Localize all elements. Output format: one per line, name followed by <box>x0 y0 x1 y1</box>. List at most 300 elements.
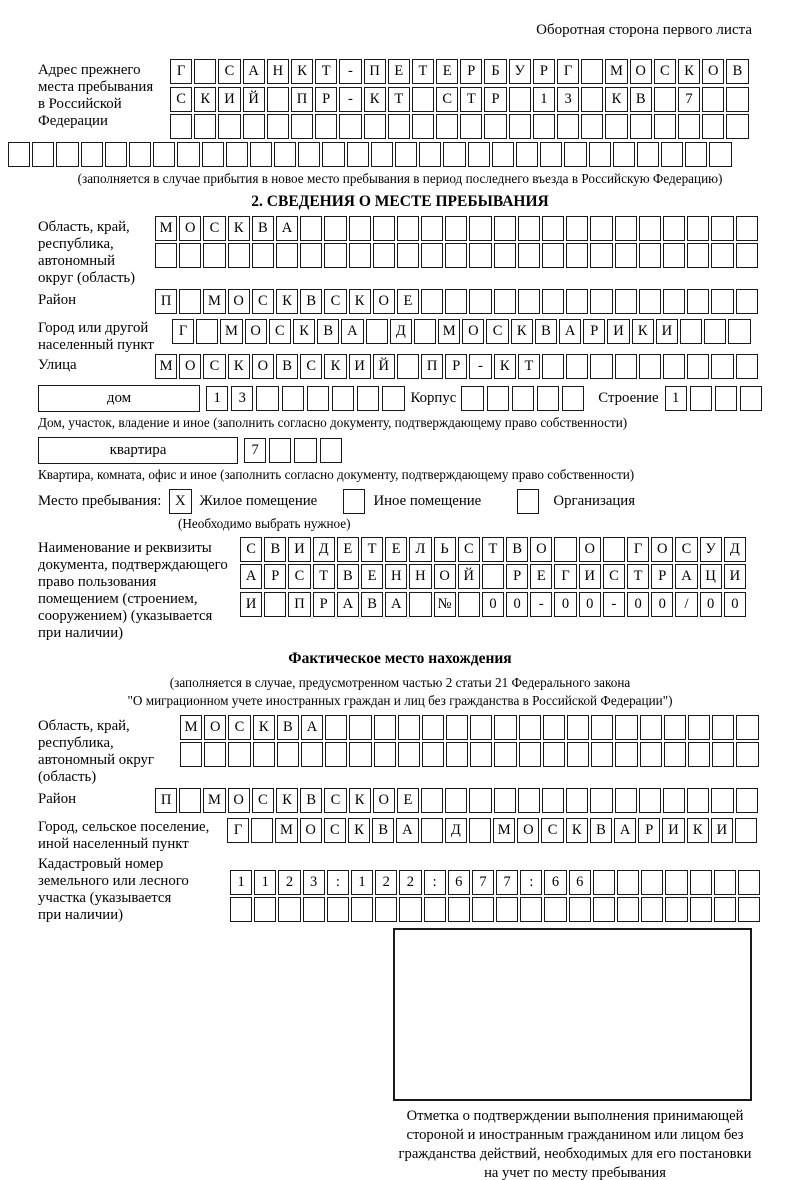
char-cell[interactable] <box>422 742 444 767</box>
char-cell[interactable] <box>590 289 612 314</box>
char-cell[interactable] <box>374 742 396 767</box>
char-cell[interactable]: Р <box>315 87 337 112</box>
char-cell[interactable] <box>382 386 404 411</box>
char-cell[interactable] <box>581 59 603 84</box>
char-cell[interactable]: М <box>203 788 225 813</box>
char-cell[interactable] <box>194 59 216 84</box>
char-cell[interactable] <box>738 897 760 922</box>
char-cell[interactable]: 6 <box>569 870 591 895</box>
char-cell[interactable] <box>736 715 758 740</box>
char-cell[interactable] <box>726 87 748 112</box>
char-cell[interactable]: - <box>469 354 491 379</box>
char-cell[interactable] <box>177 142 199 167</box>
char-cell[interactable]: 1 <box>533 87 555 112</box>
char-cell[interactable]: О <box>228 788 250 813</box>
char-cell[interactable] <box>303 897 325 922</box>
char-cell[interactable]: П <box>155 788 177 813</box>
char-cell[interactable] <box>81 142 103 167</box>
char-cell[interactable] <box>518 243 540 268</box>
char-cell[interactable]: О <box>300 818 322 843</box>
char-cell[interactable]: К <box>276 289 298 314</box>
char-cell[interactable] <box>639 216 661 241</box>
char-cell[interactable] <box>566 216 588 241</box>
char-cell[interactable] <box>690 897 712 922</box>
char-cell[interactable]: Г <box>557 59 579 84</box>
char-cell[interactable] <box>615 289 637 314</box>
char-cell[interactable]: С <box>654 59 676 84</box>
char-cell[interactable]: 0 <box>724 592 746 617</box>
char-cell[interactable]: Р <box>583 319 605 344</box>
char-cell[interactable] <box>325 715 347 740</box>
char-cell[interactable] <box>230 897 252 922</box>
apartment-type-box[interactable]: квартира <box>38 437 238 464</box>
char-cell[interactable] <box>349 243 371 268</box>
char-cell[interactable] <box>170 114 192 139</box>
char-cell[interactable]: 7 <box>244 438 266 463</box>
char-cell[interactable]: В <box>361 592 383 617</box>
char-cell[interactable] <box>615 216 637 241</box>
char-cell[interactable]: О <box>179 354 201 379</box>
char-cell[interactable]: Д <box>313 537 335 562</box>
char-cell[interactable]: А <box>243 59 265 84</box>
char-cell[interactable]: С <box>218 59 240 84</box>
char-cell[interactable] <box>591 742 613 767</box>
char-cell[interactable] <box>300 243 322 268</box>
char-cell[interactable]: С <box>228 715 250 740</box>
char-cell[interactable] <box>374 715 396 740</box>
char-cell[interactable] <box>397 354 419 379</box>
char-cell[interactable]: 1 <box>351 870 373 895</box>
char-cell[interactable] <box>518 216 540 241</box>
char-cell[interactable]: 6 <box>544 870 566 895</box>
char-cell[interactable] <box>487 386 509 411</box>
char-cell[interactable] <box>590 243 612 268</box>
char-cell[interactable] <box>494 742 516 767</box>
char-cell[interactable]: А <box>341 319 363 344</box>
char-cell[interactable]: К <box>291 59 313 84</box>
char-cell[interactable]: И <box>662 818 684 843</box>
char-cell[interactable] <box>398 715 420 740</box>
char-cell[interactable]: В <box>317 319 339 344</box>
char-cell[interactable] <box>421 243 443 268</box>
char-cell[interactable] <box>492 142 514 167</box>
char-cell[interactable] <box>509 87 531 112</box>
char-cell[interactable] <box>554 537 576 562</box>
char-cell[interactable] <box>544 897 566 922</box>
char-cell[interactable]: В <box>264 537 286 562</box>
char-cell[interactable] <box>494 289 516 314</box>
char-cell[interactable] <box>615 742 637 767</box>
char-cell[interactable] <box>641 897 663 922</box>
char-cell[interactable] <box>639 243 661 268</box>
char-cell[interactable]: Е <box>337 537 359 562</box>
char-cell[interactable]: С <box>170 87 192 112</box>
char-cell[interactable] <box>105 142 127 167</box>
char-cell[interactable] <box>680 319 702 344</box>
char-cell[interactable] <box>412 114 434 139</box>
char-cell[interactable] <box>520 897 542 922</box>
char-cell[interactable]: В <box>300 788 322 813</box>
char-cell[interactable]: В <box>535 319 557 344</box>
char-cell[interactable] <box>469 243 491 268</box>
char-cell[interactable] <box>8 142 30 167</box>
char-cell[interactable] <box>253 742 275 767</box>
char-cell[interactable] <box>339 114 361 139</box>
char-cell[interactable] <box>267 87 289 112</box>
char-cell[interactable] <box>581 87 603 112</box>
char-cell[interactable]: М <box>275 818 297 843</box>
char-cell[interactable]: И <box>579 564 601 589</box>
char-cell[interactable]: - <box>339 87 361 112</box>
char-cell[interactable] <box>512 386 534 411</box>
char-cell[interactable] <box>562 386 584 411</box>
char-cell[interactable]: И <box>607 319 629 344</box>
char-cell[interactable] <box>615 354 637 379</box>
char-cell[interactable] <box>591 715 613 740</box>
char-cell[interactable] <box>736 289 758 314</box>
char-cell[interactable] <box>557 114 579 139</box>
char-cell[interactable] <box>654 114 676 139</box>
char-cell[interactable] <box>567 742 589 767</box>
char-cell[interactable]: М <box>155 216 177 241</box>
char-cell[interactable] <box>664 715 686 740</box>
char-cell[interactable] <box>678 114 700 139</box>
char-cell[interactable] <box>307 386 329 411</box>
char-cell[interactable] <box>711 243 733 268</box>
char-cell[interactable]: Н <box>267 59 289 84</box>
char-cell[interactable] <box>277 742 299 767</box>
char-cell[interactable]: - <box>339 59 361 84</box>
char-cell[interactable] <box>469 818 491 843</box>
char-cell[interactable]: 0 <box>506 592 528 617</box>
char-cell[interactable] <box>615 715 637 740</box>
char-cell[interactable] <box>702 114 724 139</box>
char-cell[interactable]: Е <box>436 59 458 84</box>
char-cell[interactable] <box>472 897 494 922</box>
char-cell[interactable] <box>641 870 663 895</box>
char-cell[interactable]: К <box>687 818 709 843</box>
char-cell[interactable]: М <box>493 818 515 843</box>
char-cell[interactable] <box>687 354 709 379</box>
char-cell[interactable]: К <box>605 87 627 112</box>
char-cell[interactable] <box>399 897 421 922</box>
char-cell[interactable] <box>484 114 506 139</box>
char-cell[interactable]: В <box>252 216 274 241</box>
char-cell[interactable]: : <box>424 870 446 895</box>
char-cell[interactable] <box>332 386 354 411</box>
char-cell[interactable]: О <box>434 564 456 589</box>
char-cell[interactable] <box>203 243 225 268</box>
char-cell[interactable]: Г <box>170 59 192 84</box>
char-cell[interactable] <box>179 289 201 314</box>
char-cell[interactable]: И <box>711 818 733 843</box>
char-cell[interactable]: Т <box>518 354 540 379</box>
char-cell[interactable]: М <box>180 715 202 740</box>
char-cell[interactable] <box>566 354 588 379</box>
char-cell[interactable]: А <box>396 818 418 843</box>
char-cell[interactable] <box>398 742 420 767</box>
char-cell[interactable]: А <box>337 592 359 617</box>
char-cell[interactable] <box>445 788 467 813</box>
char-cell[interactable] <box>320 438 342 463</box>
char-cell[interactable] <box>251 818 273 843</box>
char-cell[interactable]: К <box>324 354 346 379</box>
char-cell[interactable]: М <box>155 354 177 379</box>
char-cell[interactable]: И <box>288 537 310 562</box>
char-cell[interactable] <box>357 386 379 411</box>
char-cell[interactable] <box>366 319 388 344</box>
char-cell[interactable]: 1 <box>206 386 228 411</box>
char-cell[interactable] <box>494 715 516 740</box>
char-cell[interactable] <box>419 142 441 167</box>
char-cell[interactable]: Г <box>554 564 576 589</box>
char-cell[interactable]: С <box>269 319 291 344</box>
char-cell[interactable]: К <box>348 818 370 843</box>
char-cell[interactable] <box>654 87 676 112</box>
char-cell[interactable] <box>540 142 562 167</box>
char-cell[interactable]: В <box>276 354 298 379</box>
char-cell[interactable] <box>468 142 490 167</box>
char-cell[interactable]: В <box>372 818 394 843</box>
char-cell[interactable]: № <box>434 592 456 617</box>
char-cell[interactable] <box>566 243 588 268</box>
house-type-box[interactable]: дом <box>38 385 200 412</box>
char-cell[interactable]: Р <box>445 354 467 379</box>
char-cell[interactable]: К <box>494 354 516 379</box>
char-cell[interactable]: К <box>364 87 386 112</box>
char-cell[interactable] <box>32 142 54 167</box>
char-cell[interactable] <box>714 870 736 895</box>
char-cell[interactable]: Р <box>313 592 335 617</box>
char-cell[interactable] <box>228 742 250 767</box>
char-cell[interactable] <box>711 788 733 813</box>
char-cell[interactable] <box>155 243 177 268</box>
char-cell[interactable]: С <box>203 216 225 241</box>
char-cell[interactable] <box>702 87 724 112</box>
char-cell[interactable]: 0 <box>651 592 673 617</box>
char-cell[interactable]: О <box>252 354 274 379</box>
char-cell[interactable] <box>663 289 685 314</box>
char-cell[interactable] <box>397 216 419 241</box>
char-cell[interactable] <box>436 114 458 139</box>
char-cell[interactable] <box>375 897 397 922</box>
char-cell[interactable]: 0 <box>482 592 504 617</box>
char-cell[interactable] <box>518 788 540 813</box>
char-cell[interactable]: С <box>675 537 697 562</box>
char-cell[interactable]: К <box>349 788 371 813</box>
char-cell[interactable] <box>424 897 446 922</box>
char-cell[interactable]: К <box>511 319 533 344</box>
char-cell[interactable] <box>218 114 240 139</box>
char-cell[interactable] <box>593 897 615 922</box>
char-cell[interactable] <box>153 142 175 167</box>
char-cell[interactable]: И <box>218 87 240 112</box>
char-cell[interactable] <box>605 114 627 139</box>
char-cell[interactable] <box>443 142 465 167</box>
char-cell[interactable] <box>469 289 491 314</box>
char-cell[interactable]: Й <box>458 564 480 589</box>
char-cell[interactable] <box>180 742 202 767</box>
char-cell[interactable]: С <box>458 537 480 562</box>
char-cell[interactable]: О <box>651 537 673 562</box>
char-cell[interactable]: С <box>324 788 346 813</box>
char-cell[interactable] <box>542 289 564 314</box>
char-cell[interactable] <box>639 788 661 813</box>
char-cell[interactable] <box>196 319 218 344</box>
char-cell[interactable] <box>324 216 346 241</box>
char-cell[interactable]: Д <box>445 818 467 843</box>
char-cell[interactable] <box>202 142 224 167</box>
char-cell[interactable] <box>615 243 637 268</box>
char-cell[interactable]: 0 <box>579 592 601 617</box>
char-cell[interactable] <box>519 715 541 740</box>
char-cell[interactable]: О <box>179 216 201 241</box>
char-cell[interactable]: Т <box>460 87 482 112</box>
char-cell[interactable]: : <box>520 870 542 895</box>
char-cell[interactable] <box>688 742 710 767</box>
char-cell[interactable] <box>543 715 565 740</box>
char-cell[interactable]: К <box>228 354 250 379</box>
char-cell[interactable]: А <box>559 319 581 344</box>
char-cell[interactable] <box>736 216 758 241</box>
char-cell[interactable] <box>711 216 733 241</box>
char-cell[interactable] <box>711 289 733 314</box>
char-cell[interactable] <box>291 114 313 139</box>
char-cell[interactable]: И <box>240 592 262 617</box>
char-cell[interactable] <box>421 216 443 241</box>
char-cell[interactable] <box>388 114 410 139</box>
char-cell[interactable]: С <box>300 354 322 379</box>
char-cell[interactable] <box>687 216 709 241</box>
char-cell[interactable] <box>470 715 492 740</box>
char-cell[interactable]: П <box>364 59 386 84</box>
char-cell[interactable]: Е <box>388 59 410 84</box>
char-cell[interactable]: Й <box>373 354 395 379</box>
char-cell[interactable] <box>712 715 734 740</box>
char-cell[interactable] <box>322 142 344 167</box>
char-cell[interactable]: 3 <box>231 386 253 411</box>
char-cell[interactable] <box>569 897 591 922</box>
char-cell[interactable]: А <box>301 715 323 740</box>
char-cell[interactable]: 0 <box>627 592 649 617</box>
char-cell[interactable]: К <box>566 818 588 843</box>
char-cell[interactable] <box>421 289 443 314</box>
char-cell[interactable]: Т <box>412 59 434 84</box>
char-cell[interactable] <box>685 142 707 167</box>
char-cell[interactable] <box>728 319 750 344</box>
char-cell[interactable]: Р <box>264 564 286 589</box>
char-cell[interactable]: С <box>324 289 346 314</box>
char-cell[interactable] <box>446 742 468 767</box>
char-cell[interactable] <box>640 742 662 767</box>
char-cell[interactable]: 0 <box>554 592 576 617</box>
char-cell[interactable]: И <box>724 564 746 589</box>
char-cell[interactable] <box>736 243 758 268</box>
char-cell[interactable]: 0 <box>700 592 722 617</box>
char-cell[interactable]: Г <box>227 818 249 843</box>
char-cell[interactable]: Р <box>533 59 555 84</box>
char-cell[interactable] <box>349 715 371 740</box>
stay-type-checkbox[interactable]: X <box>169 489 191 514</box>
char-cell[interactable] <box>347 142 369 167</box>
char-cell[interactable] <box>315 114 337 139</box>
char-cell[interactable]: Р <box>638 818 660 843</box>
char-cell[interactable]: Р <box>651 564 673 589</box>
char-cell[interactable] <box>542 216 564 241</box>
char-cell[interactable]: О <box>579 537 601 562</box>
char-cell[interactable]: С <box>603 564 625 589</box>
char-cell[interactable]: О <box>373 289 395 314</box>
char-cell[interactable] <box>194 114 216 139</box>
char-cell[interactable] <box>687 243 709 268</box>
char-cell[interactable] <box>533 114 555 139</box>
char-cell[interactable] <box>663 354 685 379</box>
char-cell[interactable] <box>226 142 248 167</box>
char-cell[interactable] <box>615 788 637 813</box>
char-cell[interactable] <box>690 386 712 411</box>
char-cell[interactable] <box>264 592 286 617</box>
char-cell[interactable] <box>349 216 371 241</box>
char-cell[interactable]: В <box>506 537 528 562</box>
char-cell[interactable] <box>470 742 492 767</box>
char-cell[interactable] <box>179 788 201 813</box>
char-cell[interactable] <box>690 870 712 895</box>
char-cell[interactable]: И <box>656 319 678 344</box>
char-cell[interactable]: В <box>590 818 612 843</box>
char-cell[interactable]: С <box>486 319 508 344</box>
char-cell[interactable] <box>395 142 417 167</box>
char-cell[interactable]: Т <box>361 537 383 562</box>
char-cell[interactable] <box>519 742 541 767</box>
char-cell[interactable]: С <box>240 537 262 562</box>
char-cell[interactable]: М <box>438 319 460 344</box>
char-cell[interactable]: А <box>675 564 697 589</box>
char-cell[interactable] <box>590 788 612 813</box>
char-cell[interactable] <box>740 386 762 411</box>
char-cell[interactable] <box>542 243 564 268</box>
char-cell[interactable] <box>664 742 686 767</box>
char-cell[interactable]: Р <box>460 59 482 84</box>
char-cell[interactable]: У <box>700 537 722 562</box>
char-cell[interactable] <box>581 114 603 139</box>
char-cell[interactable]: А <box>240 564 262 589</box>
char-cell[interactable]: М <box>605 59 627 84</box>
char-cell[interactable] <box>663 216 685 241</box>
char-cell[interactable]: С <box>324 818 346 843</box>
char-cell[interactable]: М <box>220 319 242 344</box>
char-cell[interactable]: В <box>300 289 322 314</box>
char-cell[interactable]: / <box>675 592 697 617</box>
char-cell[interactable] <box>448 897 470 922</box>
char-cell[interactable] <box>274 142 296 167</box>
char-cell[interactable]: 1 <box>665 386 687 411</box>
char-cell[interactable]: Д <box>390 319 412 344</box>
char-cell[interactable]: К <box>632 319 654 344</box>
char-cell[interactable]: К <box>349 289 371 314</box>
char-cell[interactable]: К <box>678 59 700 84</box>
char-cell[interactable]: П <box>288 592 310 617</box>
char-cell[interactable] <box>373 216 395 241</box>
char-cell[interactable] <box>542 354 564 379</box>
char-cell[interactable] <box>294 438 316 463</box>
char-cell[interactable] <box>603 537 625 562</box>
char-cell[interactable] <box>349 742 371 767</box>
char-cell[interactable]: 2 <box>278 870 300 895</box>
char-cell[interactable] <box>267 114 289 139</box>
char-cell[interactable] <box>665 870 687 895</box>
char-cell[interactable]: 1 <box>254 870 276 895</box>
char-cell[interactable] <box>736 742 758 767</box>
